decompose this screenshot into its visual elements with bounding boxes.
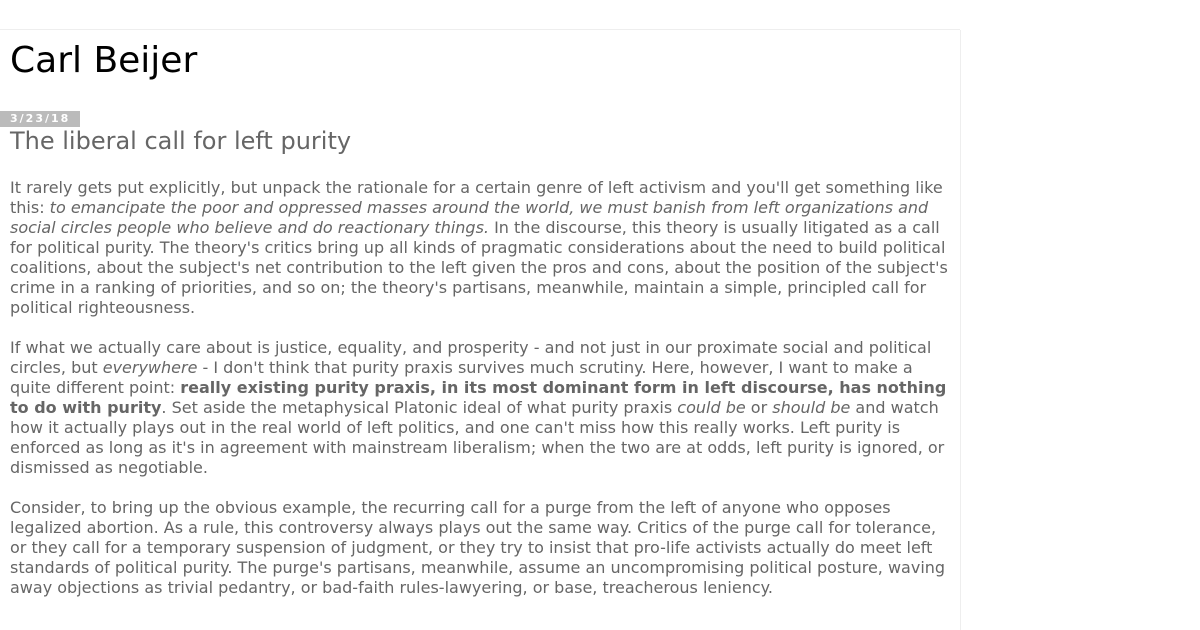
paragraph-1-emphasis-1: to emancipate the poor and oppressed masses around the world, we must banish from left organizations and social circles people who believe and do reactionary things. xyxy=(10,198,929,237)
post-body xyxy=(10,178,955,618)
paragraph-2 xyxy=(10,338,955,478)
paragraph-2-text-5: and watch how it actually plays out in the real world of left politics, and one can't miss how this really works. Left purity is enforced as long as it's in agreement with mainstream liberalism; when the two are at odds, left purity is ignored, or dismissed as negotiable. xyxy=(10,398,945,477)
paragraph-2-text-4: or xyxy=(745,398,773,417)
post-date: 3/23/18 xyxy=(0,111,80,127)
post-title[interactable]: The liberal call for left purity xyxy=(10,127,352,155)
paragraph-1 xyxy=(10,178,955,318)
paragraph-2-strong-1: really existing purity praxis, in its most dominant form in left discourse, has nothing to do with purity xyxy=(10,378,947,417)
paragraph-1-text-2: In the discourse, this theory is usually litigated as a call for political purity. The theory's critics bring up all kinds of pragmatic considerations about the need to build political coalitions, about the subject's net contribution to the left given the pros and cons, about the position of the subject's crime in a ranking of priorities, and so on; the theory's partisans, meanwhile, maintain a simple, principled call for political righteousness. xyxy=(10,218,948,317)
paragraph-2-text-1: If what we actually care about is justice, equality, and prosperity - and not just in our proximate social and political circles, but xyxy=(10,338,932,377)
paragraph-1-text-1: It rarely gets put explicitly, but unpack the rationale for a certain genre of left activism and you'll get something like this: xyxy=(10,178,943,217)
paragraph-3 xyxy=(10,498,955,598)
paragraph-2-text-3: . Set aside the metaphysical Platonic ideal of what purity praxis xyxy=(161,398,678,417)
paragraph-2-text-2: - I don't think that purity praxis survives much scrutiny. Here, however, I want to make a quite different point: xyxy=(10,358,913,397)
blog-title[interactable]: Carl Beijer xyxy=(10,40,198,81)
paragraph-2-emphasis-1: everywhere xyxy=(102,358,198,377)
main-content xyxy=(0,30,961,630)
paragraph-3-text-1: Consider, to bring up the obvious example, the recurring call for a purge from the left of anyone who opposes legalized abortion. As a rule, this controversy always plays out the same way. Critics of the purge call for tolerance, or they call for a temporary suspension of judgment, or they try to insist that pro-life activists actually do meet left standards of political purity. The purge's partisans, meanwhile, assume an uncompromising political posture, waving away objections as trivial pedantry, or bad-faith rules-lawyering, or base, treacherous leniency. xyxy=(10,498,946,597)
paragraph-2-emphasis-2: could be xyxy=(677,398,746,417)
navbar-strip xyxy=(0,0,960,30)
paragraph-2-emphasis-3: should be xyxy=(772,398,851,417)
